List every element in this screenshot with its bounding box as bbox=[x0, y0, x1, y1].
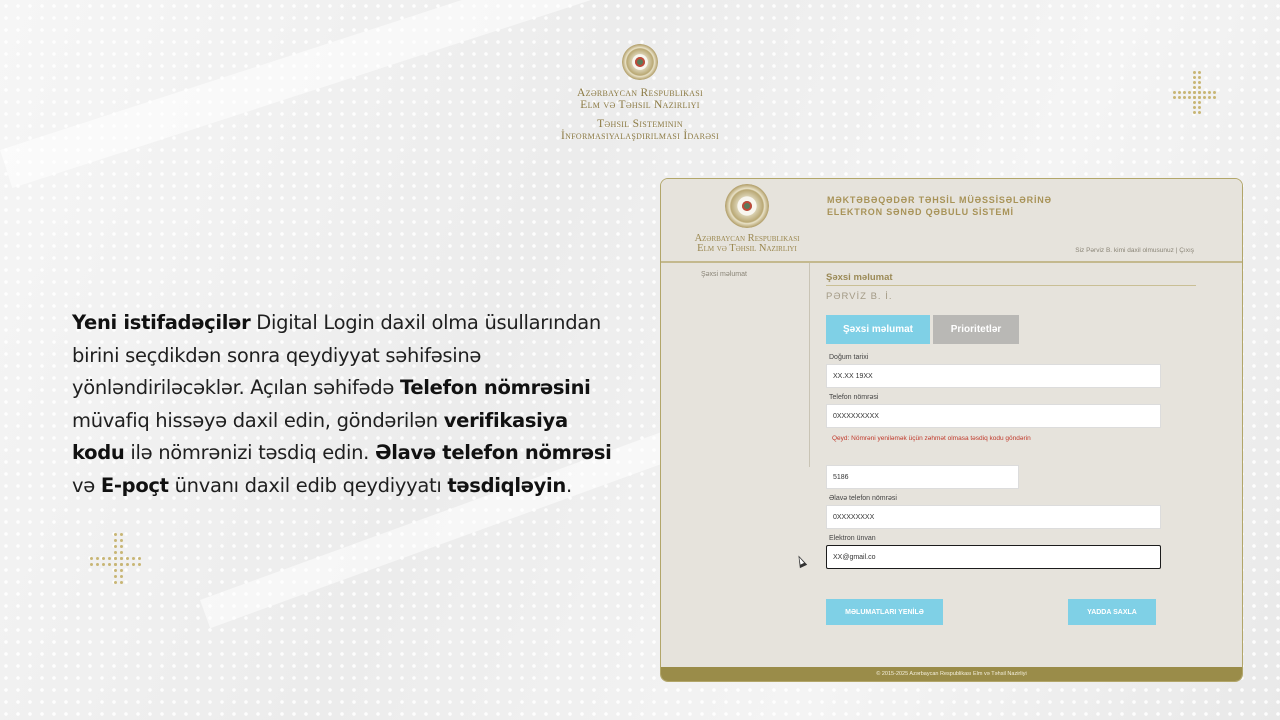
plus-dot bbox=[1198, 81, 1201, 84]
plus-dot bbox=[1198, 71, 1201, 74]
plus-dot bbox=[114, 545, 117, 548]
phone-warning: Qeyd: Nömrəni yeniləmək üçün zəhmət olmasa təsdiq kodu göndərin bbox=[832, 435, 1031, 442]
department-name-line1: Təhsil Sisteminin bbox=[597, 118, 683, 130]
plus-dot bbox=[1193, 101, 1196, 104]
sidebar bbox=[661, 263, 809, 653]
phone-label: Telefon nömrəsi bbox=[829, 394, 879, 401]
plus-dot bbox=[1178, 96, 1181, 99]
app-logo bbox=[687, 184, 807, 254]
plus-dot bbox=[1198, 76, 1201, 79]
plus-dot bbox=[108, 557, 111, 560]
birth-date-field[interactable]: XX.XX 19XX bbox=[826, 364, 1161, 388]
plus-dot bbox=[120, 569, 123, 572]
system-title bbox=[827, 194, 1052, 218]
plus-decoration-icon bbox=[86, 530, 144, 586]
plus-dot bbox=[114, 551, 117, 554]
plus-dot bbox=[1198, 106, 1201, 109]
section-title: Şəxsi məlumat bbox=[826, 272, 893, 283]
app-emblem-icon bbox=[725, 184, 769, 228]
plus-dot bbox=[114, 563, 117, 566]
plus-dot bbox=[120, 533, 123, 536]
phone-number-bold: Telefon nömrəsini bbox=[399, 376, 591, 399]
plus-dot bbox=[1193, 71, 1196, 74]
plus-dot bbox=[120, 545, 123, 548]
plus-dot bbox=[1178, 91, 1181, 94]
plus-dot bbox=[1188, 91, 1191, 94]
plus-dot bbox=[1183, 91, 1186, 94]
plus-dot bbox=[1193, 111, 1196, 114]
plus-dot bbox=[1193, 91, 1196, 94]
confirm-bold: təsdiqləyin bbox=[447, 473, 567, 497]
plus-dot bbox=[1213, 96, 1216, 99]
tab-priorities[interactable]: Prioritetlər bbox=[933, 315, 1019, 344]
para-text: müvafiq hissəyə daxil edin, göndərilən bbox=[72, 408, 444, 432]
plus-dot bbox=[114, 539, 117, 542]
app-logo-line2: Elm və Təhsil Nazirliyi bbox=[697, 243, 797, 254]
department-name-line2: İnformasiyalaşdırılması İdarəsi bbox=[560, 130, 720, 142]
section-divider bbox=[826, 285, 1196, 286]
plus-dot bbox=[120, 557, 123, 560]
app-footer: © 2015-2025 Azərbaycan Respublikası Elm və Təhsil Nazirliyi bbox=[661, 667, 1242, 681]
plus-dot bbox=[1198, 101, 1201, 104]
user-status-text: Siz Pərviz B. kimi daxil olmusunuz | bbox=[1075, 247, 1180, 254]
tab-personal-info[interactable]: Şəxsi məlumat bbox=[826, 315, 930, 344]
plus-dot bbox=[1193, 96, 1196, 99]
birth-date-label: Doğum tarixi bbox=[829, 354, 869, 361]
plus-dot bbox=[126, 563, 129, 566]
app-window-screenshot bbox=[660, 178, 1243, 682]
para-text: ünvanı daxil edib qeydiyyatı bbox=[168, 473, 448, 497]
plus-dot bbox=[1203, 91, 1206, 94]
plus-dot bbox=[102, 557, 105, 560]
plus-dot bbox=[1208, 96, 1211, 99]
system-title-line1: MƏKTƏBƏQƏDƏR TƏHSİL MÜƏSSİSƏLƏRİNƏ bbox=[827, 195, 1052, 205]
plus-dot bbox=[1188, 96, 1191, 99]
ministry-emblem-icon bbox=[622, 44, 658, 80]
plus-dot bbox=[96, 557, 99, 560]
sidebar-item-personal-info[interactable]: Şəxsi məlumat bbox=[701, 271, 747, 278]
app-logo-line1: Azərbaycan Respublikası bbox=[694, 233, 800, 244]
email-bold: E-poçt bbox=[100, 473, 169, 497]
verification-code-field[interactable]: 5186 bbox=[826, 465, 1019, 489]
plus-dot bbox=[90, 563, 93, 566]
logout-link[interactable]: Çıxış bbox=[1179, 247, 1194, 254]
plus-dot bbox=[1198, 96, 1201, 99]
extra-phone-field[interactable]: 0XXXXXXXX bbox=[826, 505, 1161, 529]
person-name: PƏRVİZ B. İ. bbox=[826, 291, 893, 302]
plus-dot bbox=[120, 551, 123, 554]
extra-phone-label: Əlavə telefon nömrəsi bbox=[829, 495, 897, 502]
sidebar-divider bbox=[809, 263, 810, 467]
update-info-button[interactable]: MƏLUMATLARI YENİLƏ bbox=[826, 599, 943, 625]
plus-dot bbox=[120, 581, 123, 584]
plus-dot bbox=[132, 563, 135, 566]
plus-dot bbox=[1198, 111, 1201, 114]
plus-dot bbox=[96, 563, 99, 566]
instruction-paragraph bbox=[72, 307, 612, 502]
system-title-line2: ELEKTRON SƏNƏD QƏBULU SİSTEMİ bbox=[827, 207, 1014, 217]
plus-dot bbox=[1193, 86, 1196, 89]
plus-dot bbox=[132, 557, 135, 560]
plus-dot bbox=[1173, 91, 1176, 94]
plus-dot bbox=[1213, 91, 1216, 94]
ministry-name-line1: Azərbaycan Respublikası bbox=[577, 87, 703, 99]
plus-dot bbox=[1193, 81, 1196, 84]
verification-code-bold: verifikasiya kodu bbox=[72, 408, 568, 464]
app-header bbox=[661, 179, 1242, 261]
ministry-logo bbox=[540, 44, 740, 142]
new-users-bold: Yeni istifadəçilər bbox=[72, 311, 251, 334]
plus-dot bbox=[114, 557, 117, 560]
email-field[interactable]: XX@gmail.co bbox=[826, 545, 1161, 569]
plus-dot bbox=[1198, 91, 1201, 94]
para-text: Digital Login daxil olma üsullarından birini seçdikdən sonra qeydiyyat səhifəsinə yönləndiriləcəklər. Açılan səhifədə bbox=[72, 311, 601, 399]
plus-dot bbox=[102, 563, 105, 566]
email-label: Elektron ünvan bbox=[829, 535, 876, 542]
plus-dot bbox=[120, 539, 123, 542]
plus-dot bbox=[114, 569, 117, 572]
plus-dot bbox=[114, 581, 117, 584]
phone-field[interactable]: 0XXXXXXXXX bbox=[826, 404, 1161, 428]
plus-decoration-icon bbox=[1172, 70, 1216, 114]
plus-dot bbox=[138, 563, 141, 566]
plus-dot bbox=[1193, 76, 1196, 79]
para-text: ilə nömrənizi təsdiq edin. bbox=[124, 441, 375, 464]
plus-dot bbox=[120, 575, 123, 578]
para-text: və bbox=[72, 473, 101, 497]
plus-dot bbox=[1173, 96, 1176, 99]
ministry-name-line2: Elm və Təhsil Nazirliyi bbox=[580, 99, 700, 111]
plus-dot bbox=[108, 563, 111, 566]
plus-dot bbox=[1198, 86, 1201, 89]
extra-phone-bold: Əlavə telefon nömrəsi bbox=[374, 441, 612, 464]
plus-dot bbox=[1183, 96, 1186, 99]
plus-dot bbox=[90, 557, 93, 560]
para-text: . bbox=[566, 473, 572, 497]
plus-dot bbox=[114, 533, 117, 536]
plus-dot bbox=[126, 557, 129, 560]
plus-dot bbox=[1193, 106, 1196, 109]
plus-dot bbox=[138, 557, 141, 560]
plus-dot bbox=[1203, 96, 1206, 99]
save-button[interactable]: YADDA SAXLA bbox=[1068, 599, 1156, 625]
plus-dot bbox=[1208, 91, 1211, 94]
user-status bbox=[1075, 247, 1194, 254]
plus-dot bbox=[114, 575, 117, 578]
plus-dot bbox=[120, 563, 123, 566]
